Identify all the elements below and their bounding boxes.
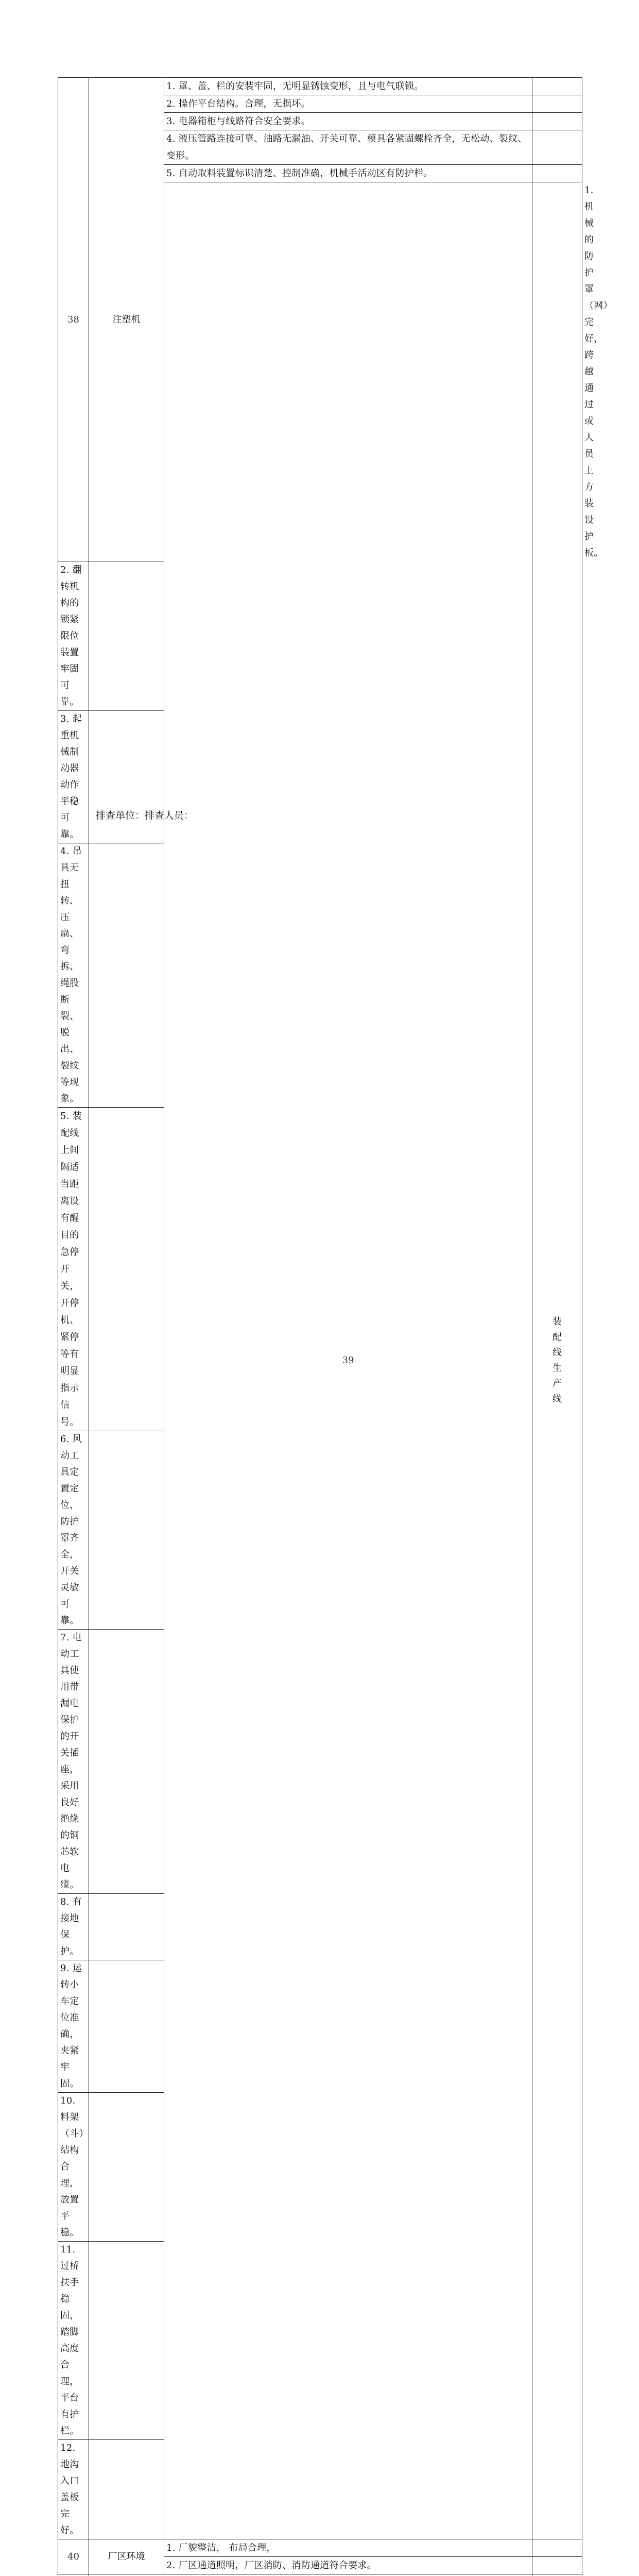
table-row: [58, 78, 582, 95]
category-cell: 注塑机: [89, 78, 164, 562]
result-cell[interactable]: [532, 2574, 582, 2576]
result-cell[interactable]: [532, 2557, 582, 2574]
check-item: 3. 电器箱柜与线路符合安全要求。: [164, 113, 532, 130]
check-item: 2. 操作平台结构。合理，无损坏。: [164, 95, 532, 113]
inspection-table: [58, 77, 582, 2576]
category-cell: [532, 182, 582, 2539]
category-char: 生: [534, 1361, 580, 1376]
category-char: 线: [534, 1345, 580, 1361]
category-cell: [89, 2574, 164, 2576]
check-item: 5. 自动取料装置标识清楚、控制准确，机械手活动区有防护栏。: [164, 165, 532, 182]
category-cell: 厂区环境: [89, 2539, 164, 2574]
result-cell[interactable]: [532, 165, 582, 182]
check-item: 4. 液压管路连接可靠、油路无漏油、开关可靠、模具各紧固螺栓齐全，无松动、裂纹、变形。: [164, 130, 532, 165]
result-cell[interactable]: [532, 113, 582, 130]
row-number: 38: [58, 78, 89, 562]
category-char: 配: [534, 1330, 580, 1345]
table-row: 39 装 配 线 生 产 线 1. 机械的防护罩（网）完好，跨越通过或人员上方装设护板。: [58, 182, 582, 562]
result-cell[interactable]: [89, 1630, 164, 1894]
table-row: [58, 2539, 582, 2557]
result-cell[interactable]: [89, 2093, 164, 2242]
result-cell[interactable]: [532, 78, 582, 95]
result-cell[interactable]: [532, 2539, 582, 2557]
category-char: 装: [534, 1314, 580, 1330]
row-number: 39: [164, 182, 532, 2539]
result-cell[interactable]: [532, 130, 582, 165]
check-item: 9. 运转小车定位准确，夹紧牢固。: [58, 1960, 89, 2093]
result-cell[interactable]: [532, 95, 582, 113]
check-item: 1. 厂貌整洁， 布局合理，: [164, 2539, 532, 2557]
row-number: [58, 2574, 89, 2576]
footer-signature-line: 排查单位：排查人员：: [96, 808, 194, 822]
result-cell[interactable]: [89, 1960, 164, 2093]
check-item: 2. 厂区通道照明，厂区消防、消防通道符合要求。: [164, 2557, 532, 2574]
category-char: 产: [534, 1376, 580, 1392]
result-cell[interactable]: [89, 2242, 164, 2440]
table-row: [58, 2574, 582, 2576]
check-item: 10. 料架（斗）结构合理，放置平稳。: [58, 2093, 89, 2242]
check-item: [164, 2574, 532, 2576]
check-item: 12. 地沟入口盖板完好。: [58, 2440, 89, 2539]
result-cell[interactable]: [89, 843, 164, 1108]
check-item: 2. 翻转机构的锁紧限位装置牢固可靠。: [58, 562, 89, 711]
check-item: 3. 起重机械制动器动作平稳可靠。: [58, 711, 89, 843]
result-cell[interactable]: [89, 711, 164, 843]
result-cell[interactable]: [89, 2440, 164, 2539]
result-cell[interactable]: [89, 1108, 164, 1431]
check-item: 11. 过桥扶手稳固，踏脚高度合理，平台有护栏。: [58, 2242, 89, 2440]
check-item: 4. 吊具无扭转、压扁、弯拆、绳股断裂、脱出、裂纹等现象。: [58, 843, 89, 1108]
check-item: 5. 装配线上间隔适当距离设有醒目的急停开关，开停机、紧停等有明显指示信号。: [58, 1108, 89, 1431]
result-cell[interactable]: [89, 1431, 164, 1630]
row-number: 40: [58, 2539, 89, 2574]
check-item: 7. 电动工具使用带漏电保护的开关插座，采用良好绝缘的铜芯软电缆。: [58, 1630, 89, 1894]
result-cell[interactable]: [89, 1894, 164, 1960]
result-cell[interactable]: [89, 562, 164, 711]
check-item: 1. 罩、盖、栏的安装牢固，无明显锈蚀变形，且与电气联锁。: [164, 78, 532, 95]
category-char: 线: [534, 1392, 580, 1407]
check-item: 6. 风动工具定置定位，防护罩齐全，开关灵敏可靠。: [58, 1431, 89, 1630]
check-item: 8. 有接地保护。: [58, 1894, 89, 1960]
